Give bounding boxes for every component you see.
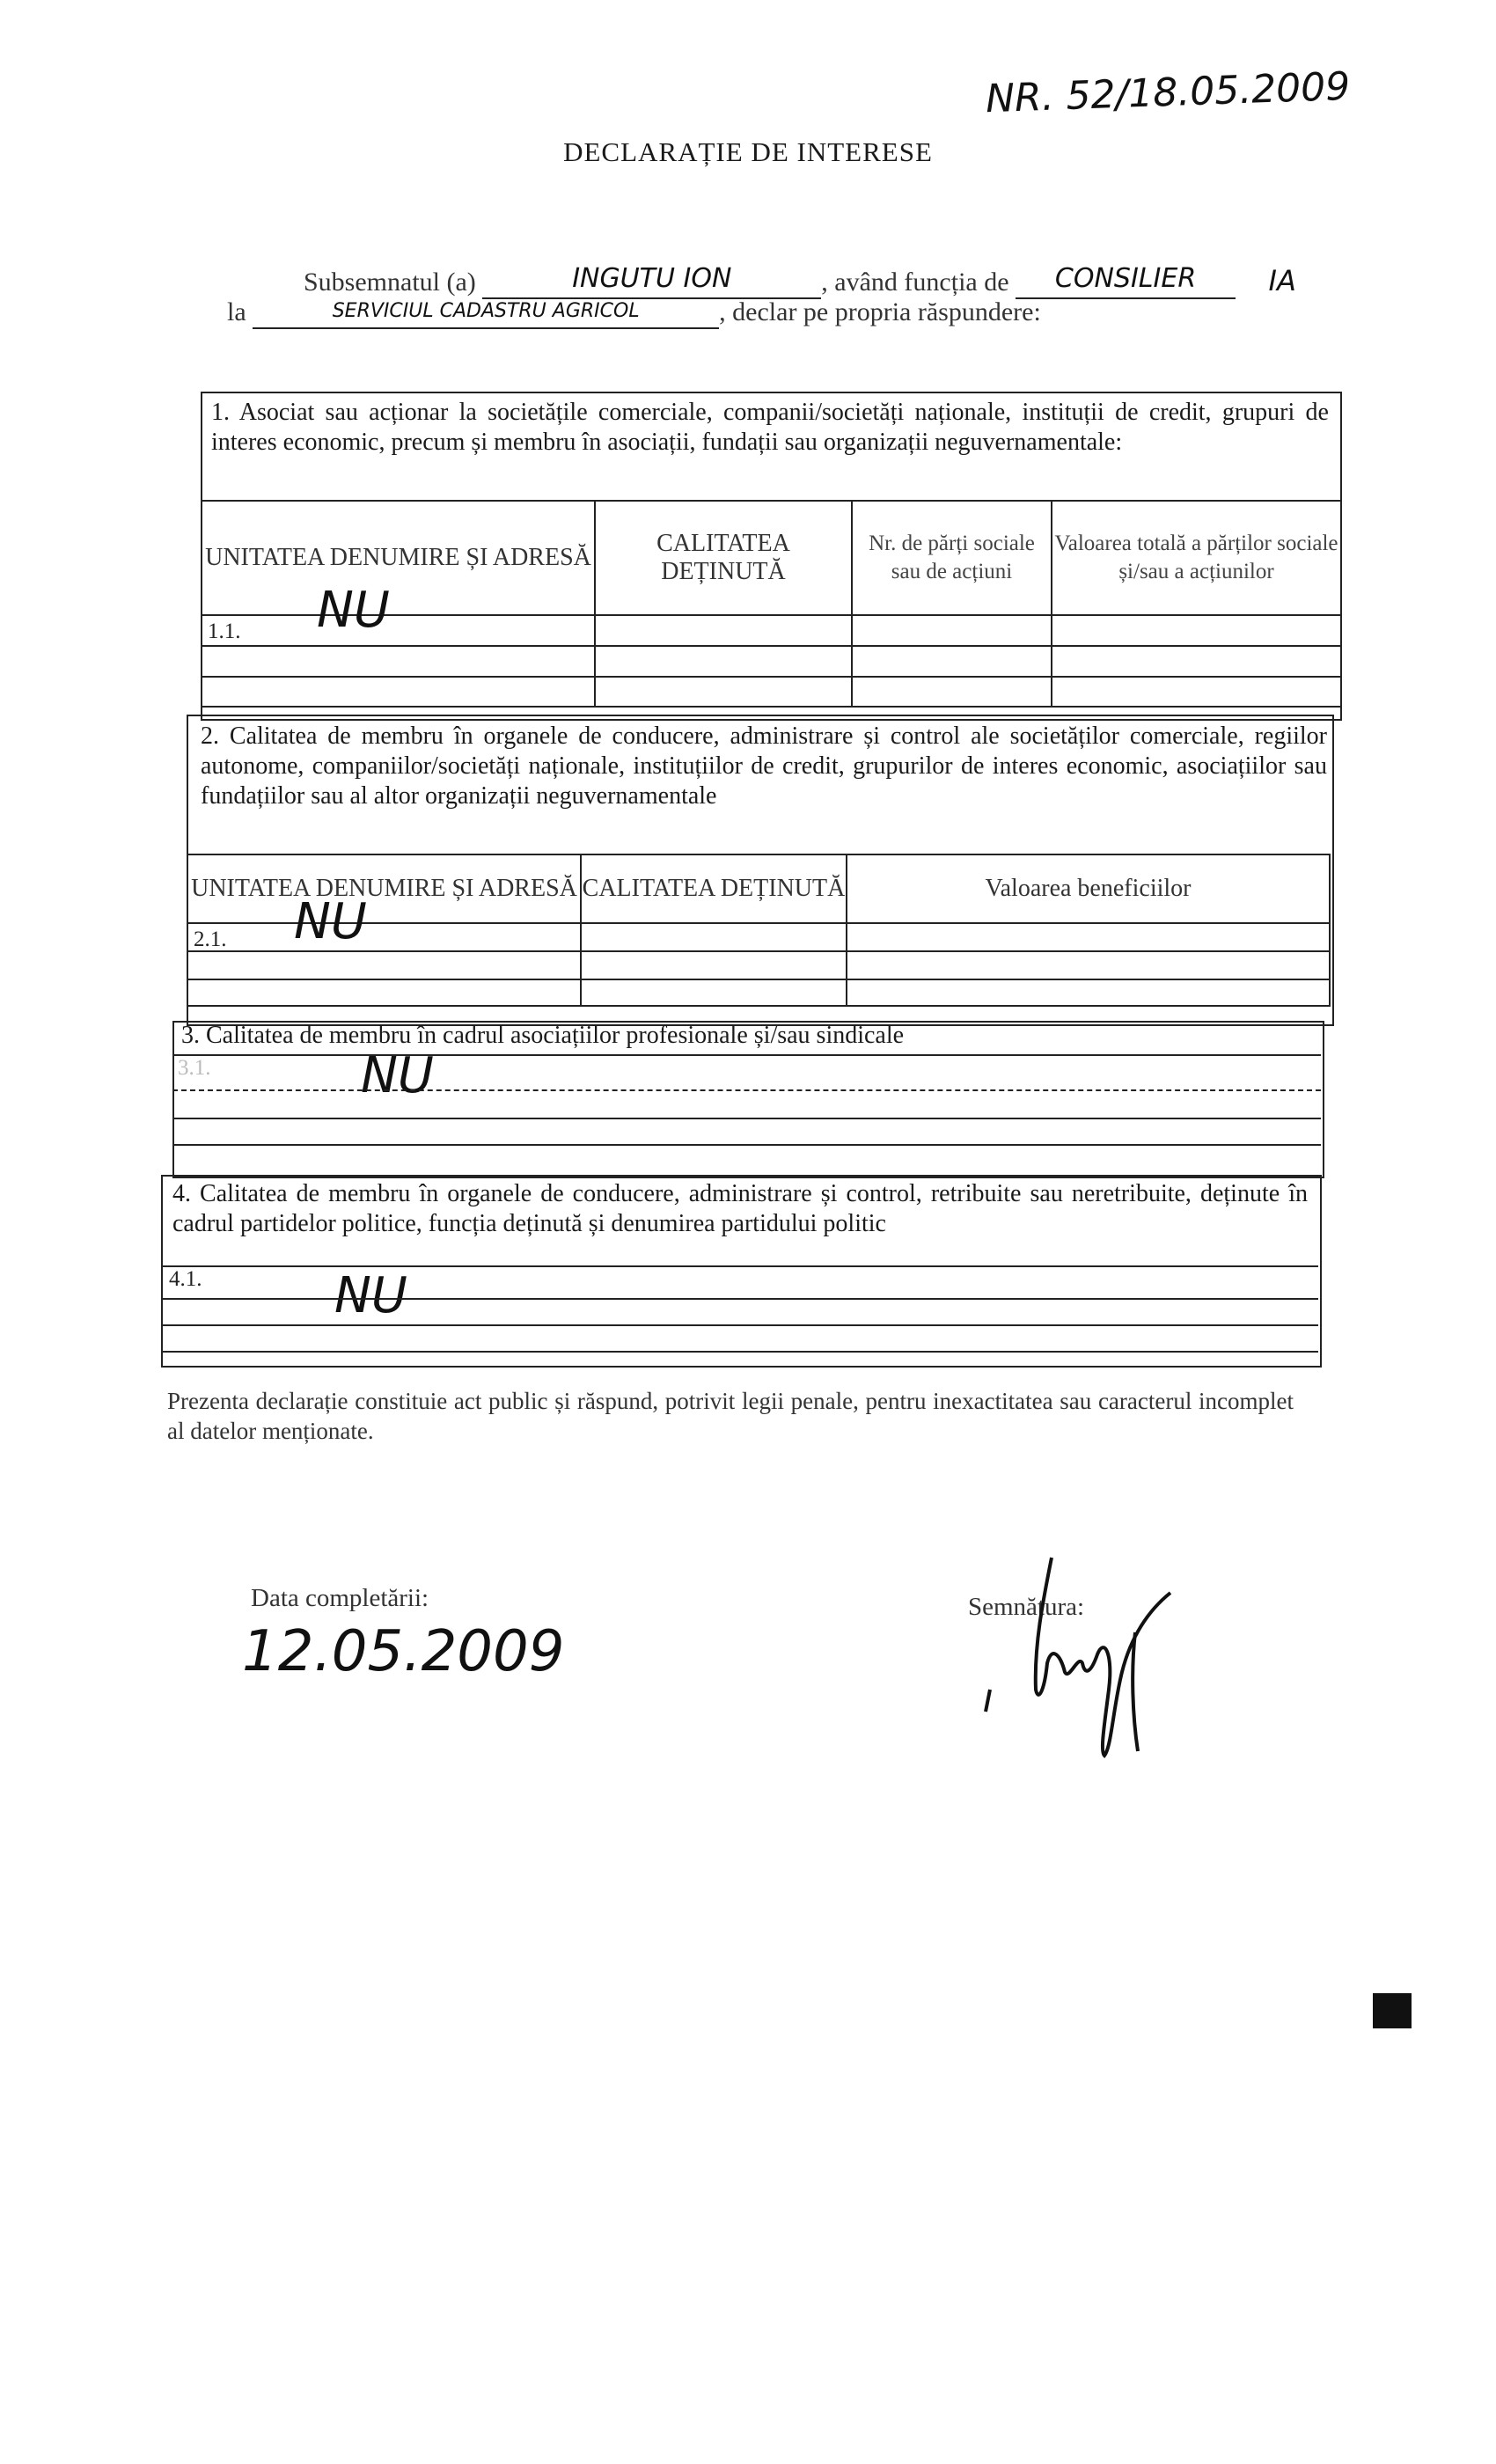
intro-text-subsemnatul: Subsemnatul (a) [304,268,476,297]
s2-col-valoarea-beneficiilor: Valoarea beneficiilor [847,854,1330,923]
s1-row-1-cell [202,582,595,646]
s2-col-calitatea: CALITATEA DEȚINUTĂ [581,854,847,923]
intro-text-declar: , declar pe propria răspundere: [719,297,1041,326]
signature-label: Semnătura: [968,1593,1085,1621]
section-2-heading: 2. Calitatea de membru în organele de conducere, administrare și control ale societăților comerciale, regiilor autonome, companiilor/societăți naționale, instituțiilor de credit, grupurilor de interes economic, asociațiilor sau fundațiilor sau al altor organizații neguvernamentale [201,722,1327,810]
scan-mark [1373,1993,1412,2028]
name-field: INGUTU ION [482,267,821,299]
s3-answer: NU [361,1047,434,1104]
s2-answer: NU [294,893,367,950]
s1-col-unitatea: UNITATEA DENUMIRE ȘI ADRESĂ [202,501,595,615]
date-label: Data completării: [251,1584,429,1612]
date-value: 12.05.2009 [242,1619,565,1684]
handwritten-signature [981,1549,1175,1760]
s1-col-valoarea: Valoarea totală a părților sociale și/sau a acțiunilor [1052,501,1341,615]
intro-line-2 [227,297,1041,329]
s4-row-label: 4.1. [169,1267,202,1291]
workplace-field: SERVICIUL CADASTRU AGRICOL [253,297,719,329]
intro-line-1 [304,264,1296,299]
closing-statement: Prezenta declarație constituie act public și răspund, potrivit legii penale, pentru inexactitatea sau caracterul incomplet al datelor menționate. [167,1388,1294,1444]
s1-answer: NU [317,582,390,639]
section-4-heading: 4. Calitatea de membru în organele de conducere, administrare și control, retribuite sau neretribuite, deținute în cadrul partidelor politice, funcția deținută și denumirea partidului politic [172,1180,1308,1237]
s3-row-label: 3.1. [178,1056,211,1080]
section-1-heading: 1. Asociat sau acționar la societățile comerciale, companii/societăți naționale, instituții de credit, grupuri de interes economic, precum și membru în asociații, fundații sau organizații neguvernamentale: [211,399,1329,456]
intro-text-la: la [227,297,246,326]
s1-col-nr-parti: Nr. de părți sociale sau de acțiuni [852,501,1052,615]
s4-answer: NU [334,1267,407,1324]
registration-number: NR. 52/18.05.2009 [985,63,1351,122]
document-title: DECLARAȚIE DE INTERESE [563,136,933,167]
s1-col-calitatea: CALITATEA DEȚINUTĂ [595,501,852,615]
s2-row-label: 2.1. [194,928,227,951]
s2-col-unitatea: UNITATEA DENUMIRE ȘI ADRESĂ [187,854,581,923]
section-2-table [187,854,1331,1007]
section-3-heading: 3. Calitatea de membru în cadrul asociațiilor profesionale și/sau sindicale [181,1022,905,1049]
function-suffix: IA [1268,264,1296,297]
function-field: CONSILIER [1016,267,1236,299]
section-1-table [201,500,1342,708]
intro-text-functie: , având funcția de [821,268,1009,297]
s1-row-label: 1.1. [208,620,241,643]
s2-row-1-cell [187,893,581,951]
